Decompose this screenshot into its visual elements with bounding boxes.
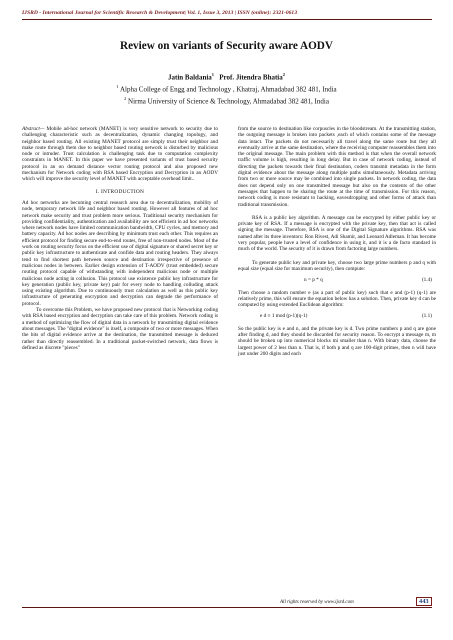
equation-1 <box>238 277 436 283</box>
footer-copyright: All rights reserved by www.ijsrd.com <box>280 600 354 605</box>
abstract-label: Abstract— <box>22 126 45 132</box>
paragraph-key-generation: To generate public key and private key, choose two large prime numbers p and q with equal size (equal size for maximum security), then compute: <box>238 259 436 272</box>
intro-paragraph-2: To overcome this Problem, we have proposed new protocol that is Networking coding with RSA based encryption and decryption can take care of this problem. Network coding is a method of optimizing the flow of digital data in a network by transmitting digital evidence about messages. The "digital evidence" is itself, a composite of two or more messages. When the bits of digital evidence arrive at the destination, the transmitted message is deduced rather than directly reassembled. In a traditional packet-switched network, data flows is defined as discrete "pieces" <box>22 307 218 351</box>
affiliation-1 <box>0 84 453 93</box>
affiliation-1-text: Alpha College of Engg and Technology , Khatraj, Ahmadabad 382 481, India <box>119 85 337 94</box>
paper-title: Review on variants of Security aware AODV <box>120 40 333 52</box>
paragraph-private-key: Then choose a random number e (as a part of public key) such that e and (p-1) (q-1) are relatively prime, this will ensure the equation below has a solution. Then, private key d can be computed by using extended Euclidean algorithm: <box>238 289 436 309</box>
author-line <box>0 72 453 81</box>
affiliation-2-text: Nirma University of Science & Technology, Ahmadabad 382 481, India <box>128 97 329 106</box>
page-number: 443 <box>416 597 432 606</box>
affiliation-1-sup: 1 <box>116 84 119 89</box>
abstract <box>22 126 218 183</box>
author-2: Prof. Jitendra Bhatia <box>219 73 283 82</box>
paragraph-network-coding: from the source to destination like corpuscles in the bloodstream. At the transmitting station, the outgoing message is broken into packets ,each of which contains some of the message data intact. The packets do not necessarily all travel along the same route but they all eventually arrive at the same destination, where the receiving computer reassembles them into the original message. The main problem with this method is that when the overall network traffic volume is high, resulting in long delay. But in case of network coding, instead of directing the packets towards their final destination, coders transmit metadata in the form digital evidence about the message along multiple paths simultaneously. Metadata arriving from two or more source may be combined into single packets. In network coding, the data does not depend only on one transmitted message but also on the contents of the other messages that happen to be sharing the route at the time of transmission. For this reason, network coding is more resistant to hacking, eavesdropping and other forms of attack than traditional transmission. <box>238 126 436 208</box>
section-heading-introduction: I. INTRODUCTION <box>95 188 145 195</box>
abstract-text: Mobile ad-hoc network (MANET) is very sensitive network to security due to challenging characteristic such as decentralization, dynamic changing topology, and neighbor based routing. All existing MANET protocol are simply trust their neighbor and make route through them due to neighbor based routing network is disturbed by malicious node or intruder. Trust calculation is challenging task due to computation complexity constraints in MANET. In this paper we have presented variants of trust based security protocol in an on demand distance vector routing protocol and also proposed new mechanism for Network coding with RSA based Encryption and Decryption in an AODV which will improve the security level of MANET with acceptable overhead limit.. <box>22 126 218 183</box>
header-rule <box>22 19 432 20</box>
intro-paragraph-1: Ad hoc networks are becoming central research area due to decentralization, mobility of node, temporary network life and neighbor based routing. However all features of ad hoc network make security and trust problem more serious. Traditional security mechanism for providing confidentiality, authentication and availability are not efficient in ad hoc networks where network nodes have limited communication bandwidth, CPU cycles, and memory and battery capacity. Ad hoc nodes are describing by minimum trust each other. This requires an efficient protocol for finding secure end-to-end routes, free of non-trusted nodes. Most of the work on routing security focus on the efficient use of digital signature or shared secret key or public key infrastructure to authenticate and confide data and routing headers. They always tend to find shortest path between source and destination irrespective of presence of malicious nodes in between. Earlier design extension of T-AODV (trust embedded) secure routing protocol capable of withstanding with independent malicious node or multiple malicious node acting in collusion. This protocol use existence public key infrastructure for key generation (public key, private key) pair for every node to handling colluding attack using existing algorithm. Due to continuously trust calculation as well as this public key infrastructure of generating encryption and decryption can degrade the performance of protocol. <box>22 199 218 307</box>
author-1: Jatin Baldania <box>168 73 212 82</box>
author-2-sup: 2 <box>282 72 285 77</box>
affiliation-2 <box>0 96 453 105</box>
right-column <box>238 126 436 357</box>
journal-header: IJSRD - International Journal for Scientific Research & Development| Vol. 1, Issue 3, 2013 | ISSN (online): 2321-0613 <box>22 10 298 16</box>
paragraph-encryption: So the public key is e and n, and the private key is d. Two prime numbers p and q are gone after finding d, and they should be discarded for security reason. To encrypt a message m, m should be broken up into numerical blocks mi smaller than n. With binary data, choose the largest power of 2 less than n. That is, if both p and q are 100-digit primes, then n will have just under 200 digits and each <box>238 325 436 357</box>
affiliation-2-sup: 2 <box>124 96 127 101</box>
equation-1-number: (1.4) <box>421 277 432 284</box>
equation-1-expr: n = p * q <box>304 277 323 284</box>
left-column <box>22 126 218 351</box>
author-1-sup: 1 <box>211 72 215 77</box>
equation-2-expr: e d ≡ 1 mod (p-1)(q-1) <box>260 313 308 320</box>
paragraph-rsa: RSA is a public key algorithm. A message can be encrypted by either public key or private key of RSA. If a message is encrypted with the private key, then that act is called signing the message. Therefore, RSA is one of the Digital Signature algorithms. RSA was named after its three inventors: Ron Rivest, Adi Shamir, and Leonard Adleman. It has become very popular, people have a level of confidence in using it, and it is a de facto standard in much of the world. The security of it is drawn from factoring large numbers. <box>238 214 436 253</box>
footer-rule <box>22 607 432 608</box>
equation-2 <box>238 313 436 319</box>
equation-2-number: (1.1) <box>421 313 432 320</box>
